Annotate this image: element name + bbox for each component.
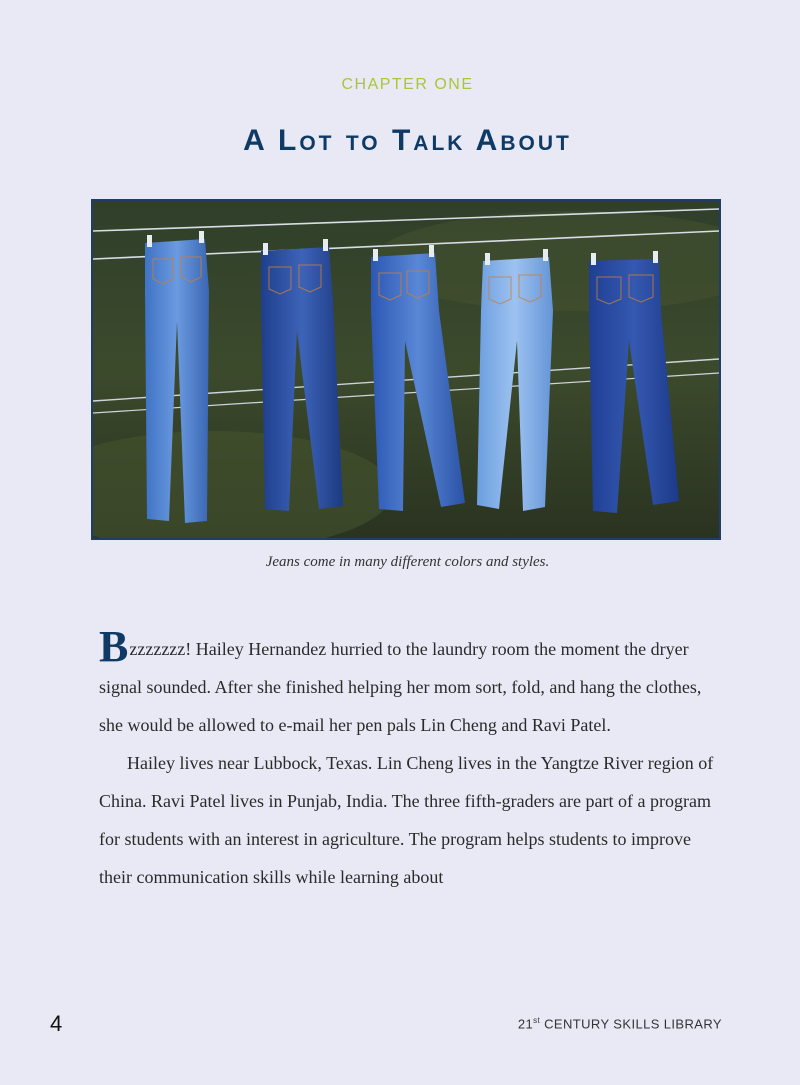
chapter-label: CHAPTER ONE <box>341 76 474 93</box>
series-name: CENTURY SKILLS LIBRARY <box>540 1016 722 1032</box>
jeans-illustration <box>93 201 719 538</box>
series-title <box>518 1016 722 1031</box>
paragraph-1-text: zzzzzzz! Hailey Hernandez hurried to the laundry room the moment the dryer signal sounded. After she finished helping her mom sort, fold, and hang the clothes, she would be allowed to e-mail her pen pals Lin Cheng and Ravi Patel. <box>99 639 702 735</box>
page-number: 4 <box>50 1011 63 1036</box>
chapter-title: A Lot to Talk About <box>243 124 572 157</box>
figure-caption: Jeans come in many different colors and styles. <box>265 554 550 570</box>
paragraph-2: Hailey lives near Lubbock, Texas. Lin Cheng lives in the Yangtze River region of China. Ravi Patel lives in Punjab, India. The three fifth-graders are part of a program for students with an interest in agriculture. The program helps students to improve their communication skills while learning about <box>99 753 714 887</box>
body-text <box>99 622 719 896</box>
drop-cap: B <box>99 622 129 671</box>
jeans-photo <box>91 199 721 540</box>
paragraph-1 <box>99 622 719 744</box>
series-superscript: st <box>533 1016 541 1025</box>
series-prefix: 21 <box>517 1016 534 1032</box>
